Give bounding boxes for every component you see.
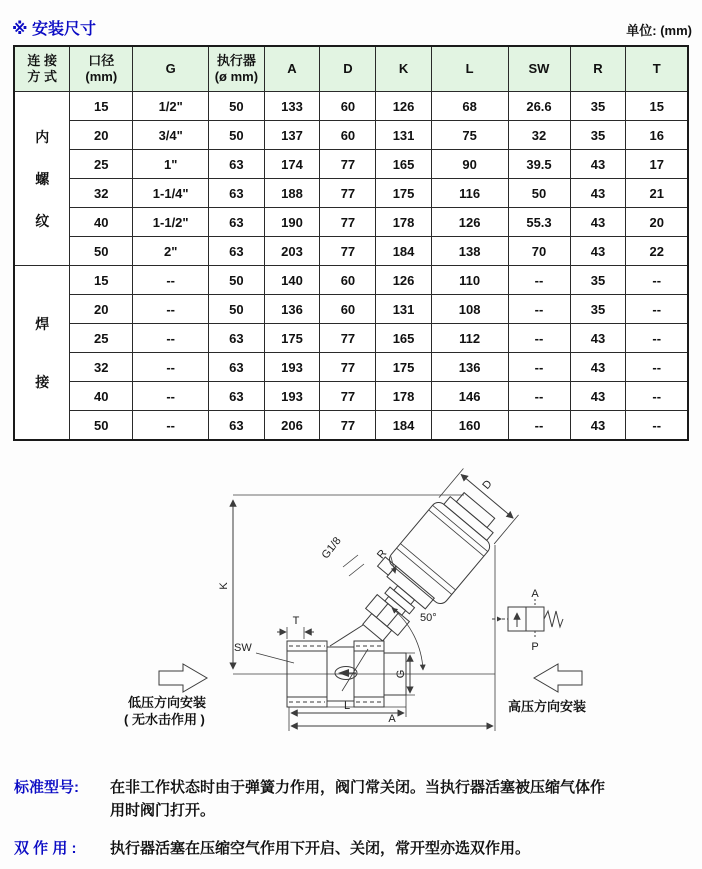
table-cell: 77 [320,324,376,353]
table-cell: 77 [320,353,376,382]
page-title: ※ 安装尺寸 [12,21,97,38]
table-cell: -- [133,324,209,353]
table-cell: 68 [431,92,508,121]
column-header: R [570,46,626,92]
table-cell: 40 [70,208,133,237]
column-header: D [320,46,376,92]
pneumatic-port-a-label: A [531,588,539,600]
table-cell: 193 [264,382,320,411]
table-cell: 22 [626,237,688,266]
unit-label: 单位: (mm) [626,23,692,38]
table-cell: 188 [264,179,320,208]
table-cell: 35 [570,266,626,295]
table-cell: -- [626,324,688,353]
valve-diagram-svg [16,449,684,761]
table-cell: 77 [320,382,376,411]
table-cell: 175 [376,353,431,382]
dim-label-sw: SW [234,642,252,654]
table-cell: 60 [320,121,376,150]
table-cell: 15 [626,92,688,121]
table-cell: 16 [626,121,688,150]
table-cell: 178 [376,208,431,237]
flow-direction-arrow [338,669,349,677]
double-acting-note [14,837,688,860]
table-cell: 40 [70,382,133,411]
table-cell: 20 [70,295,133,324]
table-cell: 43 [570,411,626,441]
table-cell: 20 [70,121,133,150]
dim-label-g: G [395,669,407,679]
column-header: 执行器 (ø mm) [209,46,264,92]
table-cell: 50 [70,411,133,441]
dim-label-d: D [480,477,495,492]
table-header [14,46,688,92]
table-cell: 43 [570,150,626,179]
table-cell: 77 [320,150,376,179]
table-cell: 174 [264,150,320,179]
table-cell: 126 [376,266,431,295]
table-cell: -- [626,411,688,441]
table-cell: 77 [320,411,376,441]
column-header: G [133,46,209,92]
column-header: T [626,46,688,92]
double-acting-label: 双 作 用 : [14,839,77,857]
table-cell: 63 [209,179,264,208]
table-cell: 108 [431,295,508,324]
column-header: A [264,46,320,92]
table-cell: 175 [376,179,431,208]
table-cell: 77 [320,179,376,208]
table-cell: 55.3 [508,208,570,237]
table-cell: 138 [431,237,508,266]
table-cell: 43 [570,237,626,266]
table-cell: -- [626,266,688,295]
table-row [14,382,688,411]
table-cell: 35 [570,295,626,324]
table-cell: 35 [570,121,626,150]
table-cell: 116 [431,179,508,208]
table-cell: 70 [508,237,570,266]
table-cell: 60 [320,295,376,324]
table-cell: 50 [508,179,570,208]
table-cell: -- [133,266,209,295]
table-cell: 184 [376,237,431,266]
table-cell: 1-1/4" [133,179,209,208]
table-cell: -- [133,295,209,324]
column-header: 连 接 方 式 [14,46,70,92]
footnotes [14,776,688,860]
table-cell: 32 [508,121,570,150]
table-cell: 136 [431,353,508,382]
standard-type-note [14,776,688,823]
table-row [14,353,688,382]
column-header: L [431,46,508,92]
table-cell: 126 [376,92,431,121]
table-cell: 50 [209,295,264,324]
table-cell: -- [133,411,209,441]
table-cell: 1/2" [133,92,209,121]
table-row [14,295,688,324]
table-cell: 15 [70,92,133,121]
dimension-table [13,45,689,441]
dim-label-angle: 50° [420,612,437,624]
table-cell: 77 [320,237,376,266]
table-cell: -- [508,324,570,353]
dim-label-a: A [388,713,396,725]
standard-type-label: 标准型号: [14,779,79,796]
table-cell: 60 [320,92,376,121]
low-pressure-note-line2: ( 无水击作用 ) [124,712,205,727]
table-cell: 43 [570,324,626,353]
pneumatic-symbol [492,588,563,653]
table-cell: 25 [70,150,133,179]
table-cell: 63 [209,150,264,179]
table-cell: 43 [570,353,626,382]
table-row [14,121,688,150]
table-cell: 60 [320,266,376,295]
table-cell: 165 [376,324,431,353]
table-cell: 160 [431,411,508,441]
dim-label-port: G1/8 [319,535,344,562]
table-cell: 50 [209,266,264,295]
table-cell: 50 [70,237,133,266]
table-cell: -- [508,382,570,411]
double-acting-text: 执行器活塞在压缩空气作用下开启、关闭，常开型亦选双作用。 [110,839,531,857]
table-cell: 43 [570,208,626,237]
table-cell: -- [508,266,570,295]
table-cell: -- [133,353,209,382]
table-cell: -- [508,295,570,324]
table-cell: 206 [264,411,320,441]
table-cell: 203 [264,237,320,266]
table-row [14,150,688,179]
table-cell: 63 [209,208,264,237]
table-cell: 112 [431,324,508,353]
dim-label-t: T [292,615,300,627]
table-cell: -- [626,353,688,382]
table-row [14,411,688,441]
table-cell: 39.5 [508,150,570,179]
table-cell: 63 [209,382,264,411]
page-header [12,16,692,39]
dim-label-k: K [218,582,230,590]
table-cell: 63 [209,324,264,353]
high-pressure-direction-arrow [534,664,582,692]
table-cell: -- [626,382,688,411]
column-header: SW [508,46,570,92]
table-cell: -- [133,382,209,411]
table-cell: 21 [626,179,688,208]
angle-arc [392,608,423,670]
table-cell: 63 [209,353,264,382]
column-header: K [376,46,431,92]
table-cell: 131 [376,295,431,324]
low-pressure-direction-arrow [159,664,207,692]
table-cell: 140 [264,266,320,295]
connection-type-label: 焊 接 [14,266,70,441]
table-cell: 75 [431,121,508,150]
table-row [14,179,688,208]
table-cell: 32 [70,179,133,208]
table-cell: -- [626,295,688,324]
table-cell: 3/4" [133,121,209,150]
table-cell: 193 [264,353,320,382]
table-cell: 131 [376,121,431,150]
table-row [14,266,688,295]
table-cell: 20 [626,208,688,237]
table-cell: 190 [264,208,320,237]
table-cell: 43 [570,179,626,208]
low-pressure-note-line1: 低压方向安装 [128,695,207,710]
table-cell: 146 [431,382,508,411]
table-cell: 184 [376,411,431,441]
table-cell: 25 [70,324,133,353]
table-row [14,208,688,237]
dim-label-l: L [343,700,351,712]
table-cell: 17 [626,150,688,179]
table-cell: 63 [209,237,264,266]
table-row [14,92,688,121]
table-cell: 175 [264,324,320,353]
dim-label-r: R [375,547,390,562]
table-cell: 126 [431,208,508,237]
table-cell: -- [508,353,570,382]
table-cell: 77 [320,208,376,237]
table-cell: 26.6 [508,92,570,121]
table-cell: 43 [570,382,626,411]
table-cell: 110 [431,266,508,295]
table-cell: 35 [570,92,626,121]
table-cell: 1-1/2" [133,208,209,237]
table-cell: 32 [70,353,133,382]
high-pressure-note: 高压方向安装 [508,699,587,714]
table-row [14,237,688,266]
table-row [14,324,688,353]
standard-type-text: 在非工作状态时由于弹簧力作用，阀门常关闭。当执行器活塞被压缩气体作用时阀门打开。 [110,779,606,820]
table-cell: 50 [209,121,264,150]
table-cell: 2" [133,237,209,266]
table-cell: 1" [133,150,209,179]
valve-technical-drawing [16,449,702,766]
table-cell: 133 [264,92,320,121]
connection-type-label: 内 螺 纹 [14,92,70,266]
table-cell: 178 [376,382,431,411]
table-cell: 15 [70,266,133,295]
pneumatic-port-p-label: P [531,641,539,653]
table-cell: 50 [209,92,264,121]
table-cell: 137 [264,121,320,150]
table-cell: -- [508,411,570,441]
table-cell: 165 [376,150,431,179]
column-header: 口径 (mm) [70,46,133,92]
table-cell: 63 [209,411,264,441]
table-cell: 90 [431,150,508,179]
table-cell: 136 [264,295,320,324]
